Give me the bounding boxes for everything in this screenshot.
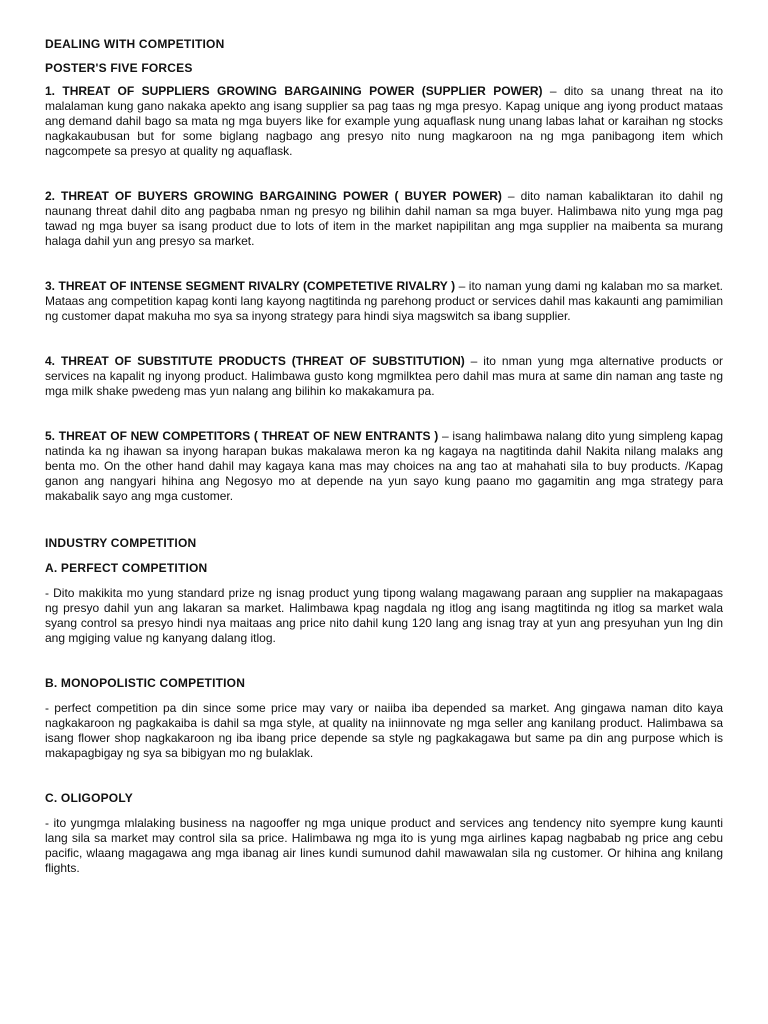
force-body-2: – dito naman kabaliktaran ito dahil ng naunang threat dahil dito ang pagbaba nman ng presyo ng bilihin dahil naman sa mga buyer. Halimbawa nito yung mga pag tawad ng mga buyer sa isang product due to lots of item in the market napipilitan ang mga supplier na maibenta sa murang halaga dahil yun ang presyo sa market. [45, 189, 723, 248]
document-subtitle: POSTER'S FIVE FORCES [45, 61, 193, 75]
category-heading-a: A. PERFECT COMPETITION [45, 561, 208, 575]
category-body-c: - ito yungmga mlalaking business na nagooffer ng mga unique product and services ang tendency nito syempre kung kaunti lang sila sa market may control sila sa price. Halimbawa ng mga ito is yung mga airlines kapag nagbabab ng price ang cebu pacific, wlaang magagawa ang mga ibanag air lines kundi sumunod dahil mawawalan sila ng customer. Or hihina ang knilang flights. [45, 816, 723, 875]
document-page [45, 37, 723, 876]
force-heading-1: 1. THREAT OF SUPPLIERS GROWING BARGAINING POWER (SUPPLIER POWER) [45, 84, 543, 98]
document-title: DEALING WITH COMPETITION [45, 37, 225, 51]
force-heading-5: 5. THREAT OF NEW COMPETITORS ( THREAT OF NEW ENTRANTS ) [45, 429, 439, 443]
force-body-4: – ito nman yung mga alternative products or services na kapalit ng inyong product. Halimbawa gusto kong mgmilktea pero dahil mas mura at same din naman ang taste ng mga milk shake pwedeng mas yun nalang ang bilihin ko makakamura pa. [45, 354, 724, 398]
force-body-1: – dito sa unang threat na ito malalaman kung gano nakaka apekto ang isang supplier sa pag taas ng mga presyo. Kapag unique ang iyong product mataas ang demand dahil bago sa mata ng mga buyers like for example yung aquaflask nung unang labas lahat or karaihan ng stocks nagkakaubusan but for some biglang nagbago ang presyo nito nung magkaroon na ng mga panibagong item which nagcompete sa presyo at quality ng aquaflask. [45, 84, 723, 158]
force-heading-2: 2. THREAT OF BUYERS GROWING BARGAINING POWER ( BUYER POWER) [45, 189, 502, 203]
force-paragraph-5 [45, 429, 723, 504]
force-paragraph-4 [45, 354, 723, 399]
category-body-a: - Dito makikita mo yung standard prize ng isnag product yung tipong walang magawang paraan ang supplier na makapagaas ng presyo dahil yun ang lakaran sa market. Halimbawa kpag nagdala ng itlog ang isang magtitinda ng itlog sa market wala syang control sa presyo hindi nya maitaas ang price nito dahil kung 120 lang ang isnag tray at yun ang presyuhan yun lng din ang mgiging value ng kanyang dalang itlog. [45, 586, 723, 645]
force-body-3: – ito naman yung dami ng kalaban mo sa market. Mataas ang competition kapag konti lang kayong nagtitinda ng parehong product or services dahil mas kakaunti ang pamimilian ng customer dapat makuha mo sya sa inyong strategy para hindi siya magswitch sa ibang supplier. [45, 279, 723, 323]
force-paragraph-3 [45, 279, 723, 324]
force-paragraph-2 [45, 189, 723, 249]
category-heading-c: C. OLIGOPOLY [45, 791, 133, 805]
force-paragraph-1 [45, 84, 723, 159]
force-heading-3: 3. THREAT OF INTENSE SEGMENT RIVALRY (COMPETETIVE RIVALRY ) [45, 279, 456, 293]
force-body-5: – isang halimbawa nalang dito yung simpleng kapag natinda ka ng ihawan sa inyong harapan bukas makalawa meron ka ng kagaya na nagtitinda dahil Nakita nilang malaks ang benta mo. On the other hand dahil may kagaya kana mas may choices na ang tao at mahahati sila to buy products. /Kapag ganon ang nangyari hihina ang Negosyo mo at depende na yun sayo kung paano mo gagamitin ang mga strategy para makabalik sayo ang mga customer. [45, 429, 723, 503]
industry-competition-title: INDUSTRY COMPETITION [45, 536, 197, 550]
category-heading-b: B. MONOPOLISTIC COMPETITION [45, 676, 246, 690]
category-body-b: - perfect competition pa din since some price may vary or naiiba iba depended sa market. Ang gingawa naman dito kaya nagkakaroon ng pagkakaiba is dahil sa mga style, at quality na iniinnovate ng mga seller ang kanilang product. Halimbawa sa isang flower shop nagkakaroon ng iba ibang price depende sa style ng pagkakagawa but same pa din ang purpose which is makapagbigay ng sya sa bibigyan mo ng bulaklak. [45, 701, 723, 760]
force-heading-4: 4. THREAT OF SUBSTITUTE PRODUCTS (THREAT OF SUBSTITUTION) [45, 354, 465, 368]
